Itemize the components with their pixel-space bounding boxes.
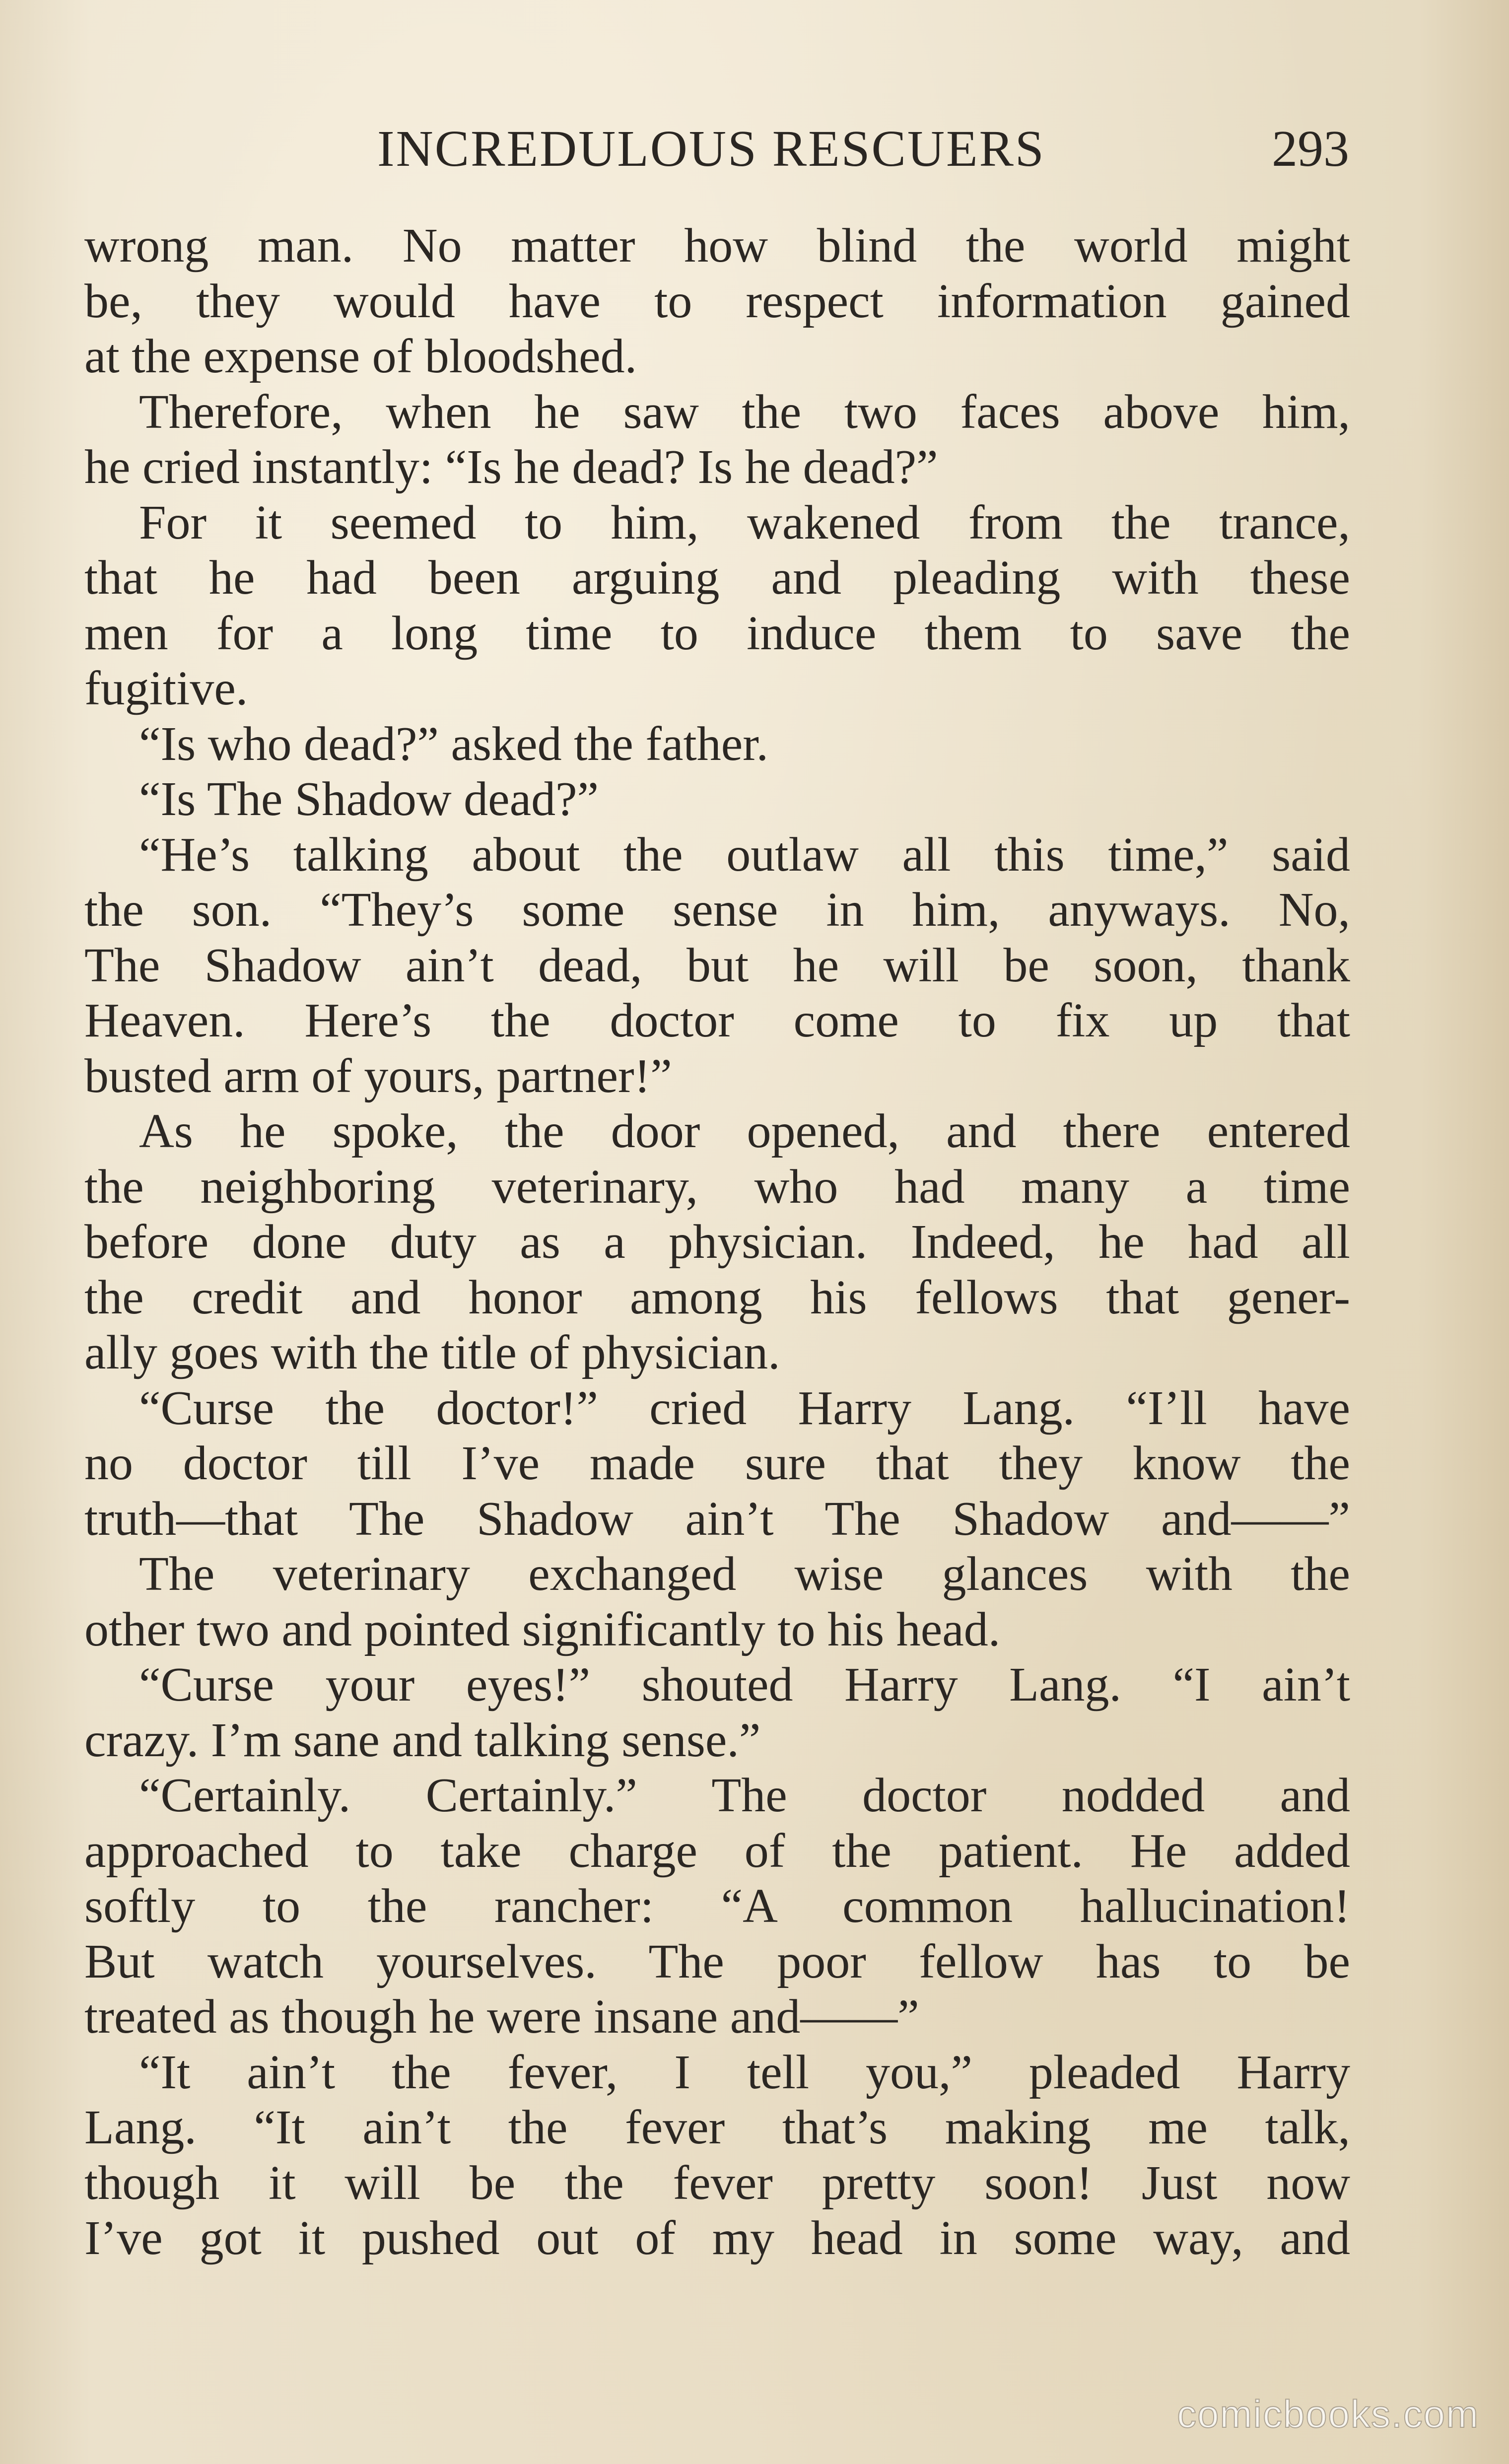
text-line: “Curse the doctor!” cried Harry Lang. “I’ll have [139, 1381, 1350, 1435]
text-line: For it seemed to him, wakened from the trance, [139, 495, 1350, 549]
text-line: that he had been arguing and pleading with these [84, 551, 1350, 605]
text-line: Heaven. Here’s the doctor come to fix up that [84, 994, 1350, 1047]
running-title: INCREDULOUS RESCUERS [377, 120, 1045, 177]
text-line: “He’s talking about the outlaw all this time,” said [139, 827, 1350, 882]
text-line: “Curse your eyes!” shouted Harry Lang. “I ain’t [139, 1658, 1350, 1711]
text-line: the credit and honor among his fellows that gener- [84, 1270, 1350, 1324]
text-line: men for a long time to induce them to save the [84, 606, 1350, 660]
text-line: Therefore, when he saw the two faces above him, [139, 385, 1350, 439]
text-line: at the expense of bloodshed. [84, 330, 637, 383]
text-line: treated as though he were insane and——” [84, 1990, 919, 2044]
text-line: “It ain’t the fever, I tell you,” pleaded Harry [139, 2045, 1350, 2099]
text-line: The veterinary exchanged wise glances with the [139, 1547, 1350, 1601]
page-number: 293 [1272, 120, 1349, 177]
text-line: crazy. I’m sane and talking sense.” [84, 1713, 761, 1767]
text-line: truth—that The Shadow ain’t The Shadow and——” [84, 1492, 1350, 1546]
text-line: before done duty as a physician. Indeed, he had all [84, 1215, 1350, 1269]
text-line: though it will be the fever pretty soon! Just now [84, 2156, 1350, 2210]
text-line: But watch yourselves. The poor fellow has to be [84, 1934, 1350, 1988]
text-line: The Shadow ain’t dead, but he will be soon, thank [84, 938, 1350, 992]
watermark-logo: comicbooks.com [1177, 2392, 1479, 2436]
text-line: no doctor till I’ve made sure that they know the [84, 1437, 1350, 1490]
text-line: “Is The Shadow dead?” [139, 772, 599, 826]
text-line: “Certainly. Certainly.” The doctor nodded and [139, 1769, 1350, 1822]
text-line: the neighboring veterinary, who had many a time [84, 1160, 1350, 1214]
text-line: Lang. “It ain’t the fever that’s making me talk, [84, 2101, 1350, 2154]
text-line: I’ve got it pushed out of my head in some way, and [84, 2211, 1350, 2265]
text-line: approached to take charge of the patient. He added [84, 1824, 1350, 1878]
text-line: fugitive. [84, 662, 248, 715]
text-line: “Is who dead?” asked the father. [139, 717, 768, 771]
text-line: be, they would have to respect information gained [84, 274, 1350, 328]
text-line: wrong man. No matter how blind the world might [84, 219, 1350, 273]
body-text [84, 218, 1350, 2266]
text-line: busted arm of yours, partner!” [84, 1049, 672, 1103]
text-line: he cried instantly: “Is he dead? Is he dead?” [84, 440, 938, 494]
page-header [0, 119, 1509, 184]
text-line: softly to the rancher: “A common hallucination! [84, 1879, 1350, 1933]
text-line: other two and pointed significantly to his head. [84, 1602, 1001, 1656]
text-line: the son. “They’s some sense in him, anyways. No, [84, 883, 1350, 937]
text-line: As he spoke, the door opened, and there entered [139, 1104, 1350, 1158]
text-line: ally goes with the title of physician. [84, 1326, 780, 1379]
